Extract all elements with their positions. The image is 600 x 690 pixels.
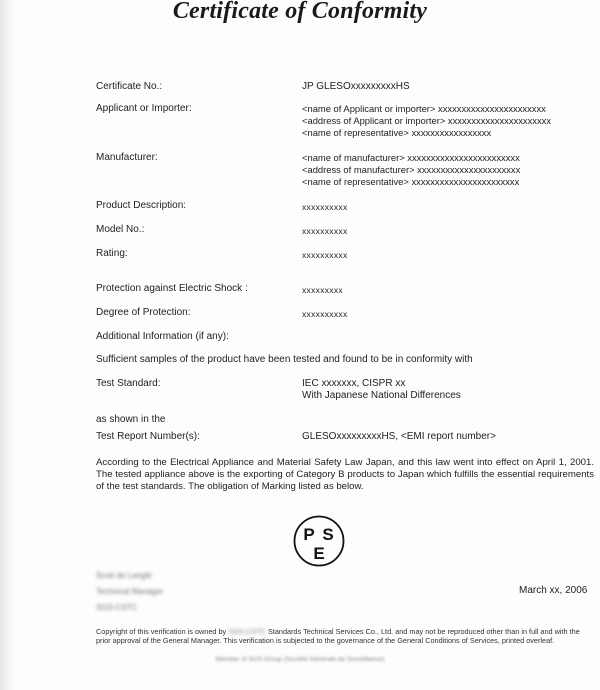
additional-info-label: Additional Information (if any): <box>96 331 229 342</box>
issue-date: March xx, 2006 <box>519 585 588 596</box>
copyright-suffix: Standards Technical Services Co., Ltd. and may not be reproduced other than in full and with the prior approval of the General Manager. This verification is subjected to the governance of the General Conditions of Services, printed overleaf. <box>96 627 580 645</box>
manufacturer-line-3: <name of representative> xxxxxxxxxxxxxxxxxxxxxxx <box>302 176 520 187</box>
pse-letter-s: S <box>322 525 334 544</box>
model-no-value: xxxxxxxxxx <box>302 226 348 236</box>
law-paragraph: According to the Electrical Appliance and Material Safety Law Japan, and this law went into effect on April 1, 2001. The tested appliance above is the exporting of Category B products to Japan which fulfills the essential requirements of the test standards. The obligation of Marking listed as below. <box>96 457 594 492</box>
shown-in-text: as shown in the <box>96 414 166 425</box>
samples-statement: Sufficient samples of the product have been tested and found to be in conformity with <box>96 354 473 365</box>
certificate-no-label: Certificate No.: <box>96 81 163 92</box>
manufacturer-line-1: <name of manufacturer> xxxxxxxxxxxxxxxxxxxxxxxx <box>302 152 520 163</box>
manufacturer-label: Manufacturer: <box>96 152 158 163</box>
protection-shock-value: xxxxxxxxx <box>302 285 343 295</box>
copyright-prefix: Copyright of this verification is owned by <box>96 627 227 636</box>
certificate-title: Certificate of Conformity <box>172 0 428 24</box>
test-standard-line-2: With Japanese National Differences <box>302 390 461 401</box>
footer-membership: Member of SGS Group (Société Générale de Surveillance) <box>215 656 385 663</box>
test-report-value: GLESOxxxxxxxxxHS, <EMI report number> <box>302 431 496 442</box>
signatory-title: Technical Manager <box>96 587 164 596</box>
rating-value: xxxxxxxxxx <box>302 250 348 260</box>
applicant-line-1: <name of Applicant or importer> xxxxxxxxxxxxxxxxxxxxxxx <box>302 103 546 114</box>
rating-label: Rating: <box>96 248 128 259</box>
product-description-label: Product Description: <box>96 200 187 211</box>
page-edge-shadow <box>0 0 14 690</box>
degree-protection-label: Degree of Protection: <box>96 307 191 318</box>
applicant-line-2: <address of Applicant or importer> xxxxxxxxxxxxxxxxxxxxxx <box>302 115 552 126</box>
copyright-redacted-company: SGS-CSTC <box>228 627 266 636</box>
pse-letter-p: P <box>303 525 315 544</box>
applicant-label: Applicant or Importer: <box>96 103 192 114</box>
test-report-label: Test Report Number(s): <box>96 431 200 442</box>
manufacturer-line-2: <address of manufacturer> xxxxxxxxxxxxxxxxxxxxxx <box>302 164 521 175</box>
test-standard-label: Test Standard: <box>96 378 161 389</box>
signatory-name: Scott de Langlé <box>96 571 152 580</box>
degree-protection-value: xxxxxxxxxx <box>302 309 348 319</box>
product-description-value: xxxxxxxxxx <box>302 202 348 212</box>
applicant-line-3: <name of representative> xxxxxxxxxxxxxxxxx <box>302 127 492 138</box>
certificate-no-value: JP GLESOxxxxxxxxxHS <box>302 81 410 92</box>
protection-shock-label: Protection against Electric Shock : <box>96 283 248 294</box>
pse-mark-icon <box>293 515 345 567</box>
copyright-notice <box>96 627 596 645</box>
model-no-label: Model No.: <box>96 224 145 235</box>
signatory-org: SGS-CSTC <box>96 603 138 612</box>
pse-letter-e: E <box>313 544 325 563</box>
test-standard-line-1: IEC xxxxxxx, CISPR xx <box>302 378 406 389</box>
